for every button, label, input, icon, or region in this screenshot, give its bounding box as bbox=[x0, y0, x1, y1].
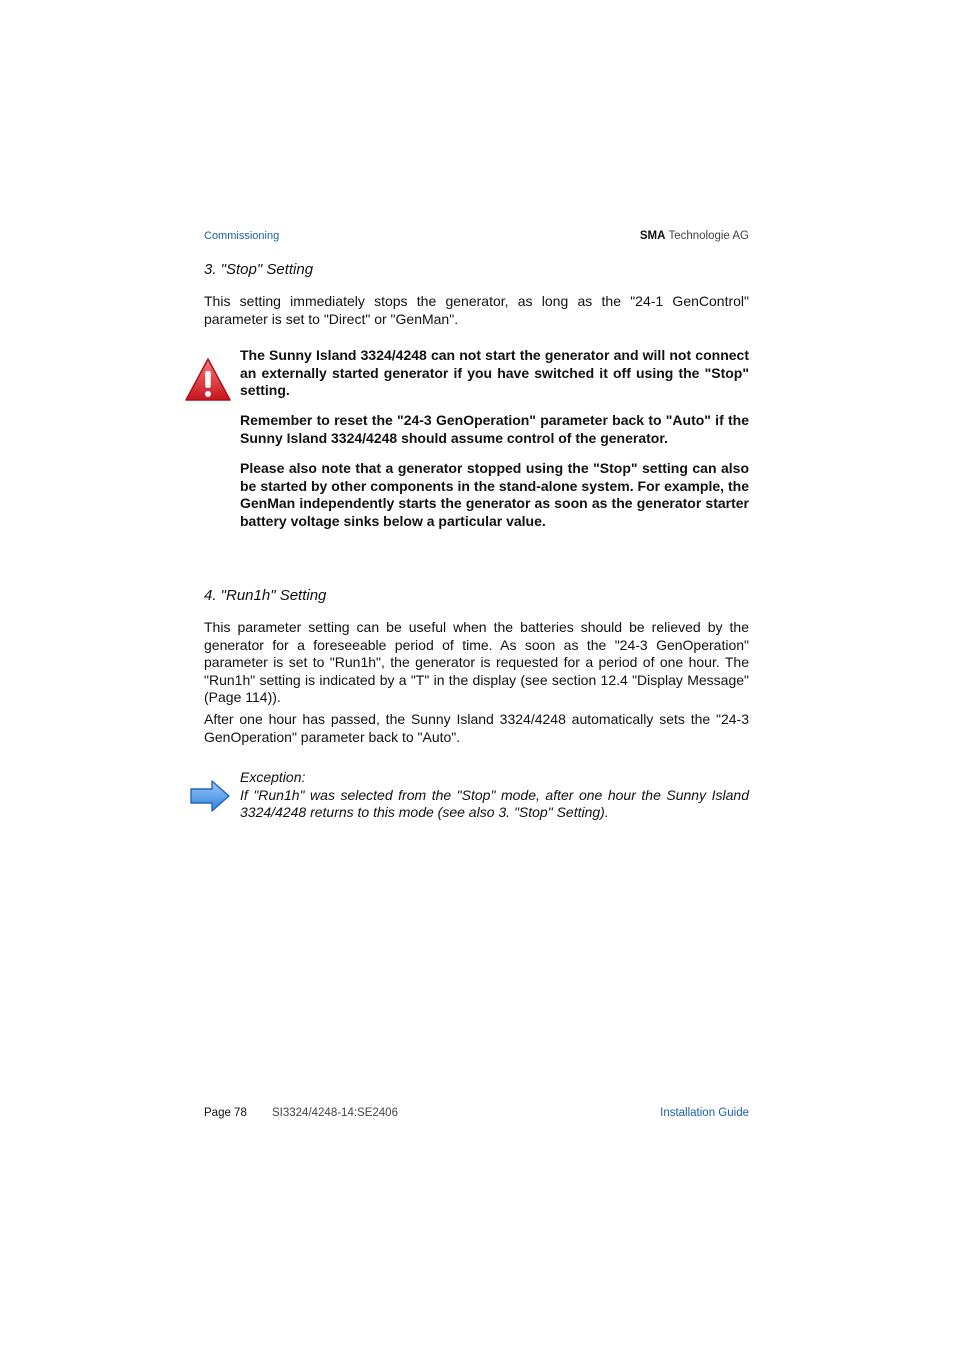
header-section-title: Commissioning bbox=[204, 230, 280, 242]
stop-setting-heading: 3. "Stop" Setting bbox=[204, 261, 314, 278]
header-company-name: Technologie AG bbox=[668, 230, 749, 242]
warning-note bbox=[240, 347, 749, 543]
footer-guide-title: Installation Guide bbox=[660, 1107, 749, 1119]
warning-triangle-icon bbox=[184, 356, 232, 404]
header-brand: SMA bbox=[639, 230, 666, 242]
exception-note bbox=[240, 769, 749, 822]
run1h-setting-heading: 4. "Run1h" Setting bbox=[204, 587, 327, 604]
header-company bbox=[640, 230, 749, 242]
warning-paragraph: The Sunny Island 3324/4248 can not start the generator and will not connect an externally started generator if you have switched it off using the "Stop" setting. bbox=[240, 347, 749, 399]
arrow-right-icon bbox=[188, 778, 232, 814]
footer-page-number: Page 78 bbox=[204, 1107, 247, 1119]
warning-paragraph: Remember to reset the "24-3 GenOperation" parameter back to "Auto" if the Sunny Island 3324/4248 should assume control of the generator. bbox=[240, 412, 749, 446]
warning-paragraph: Please also note that a generator stopped using the "Stop" setting can also be started by other components in the stand-alone system. For example, the GenMan independently starts the generator as soon as the generator starter battery voltage sinks below a particular value. bbox=[240, 459, 749, 529]
footer-doc-id: SI3324/4248-14:SE2406 bbox=[272, 1107, 398, 1119]
run1h-paragraph-2: After one hour has passed, the Sunny Island 3324/4248 automatically sets the "24-3 GenOperation" parameter back to "Auto". bbox=[204, 711, 749, 745]
stop-setting-paragraph: This setting immediately stops the generator, as long as the "24-1 GenControl" parameter is set to "Direct" or "GenMan". bbox=[204, 293, 749, 327]
exception-text: If "Run1h" was selected from the "Stop" mode, after one hour the Sunny Island 3324/4248 returns to this mode (see also 3. "Stop" Setting). bbox=[240, 786, 749, 821]
exception-title: Exception: bbox=[240, 769, 306, 785]
run1h-paragraph-1: This parameter setting can be useful when the batteries should be relieved by the generator for a foreseeable period of time. As soon as the "24-3 GenOperation" parameter is set to "Run1h", the generator is requested for a period of one hour. The "Run1h" setting is indicated by a "T" in the display (see section 12.4 "Display Message" (Page 114)). bbox=[204, 619, 749, 706]
